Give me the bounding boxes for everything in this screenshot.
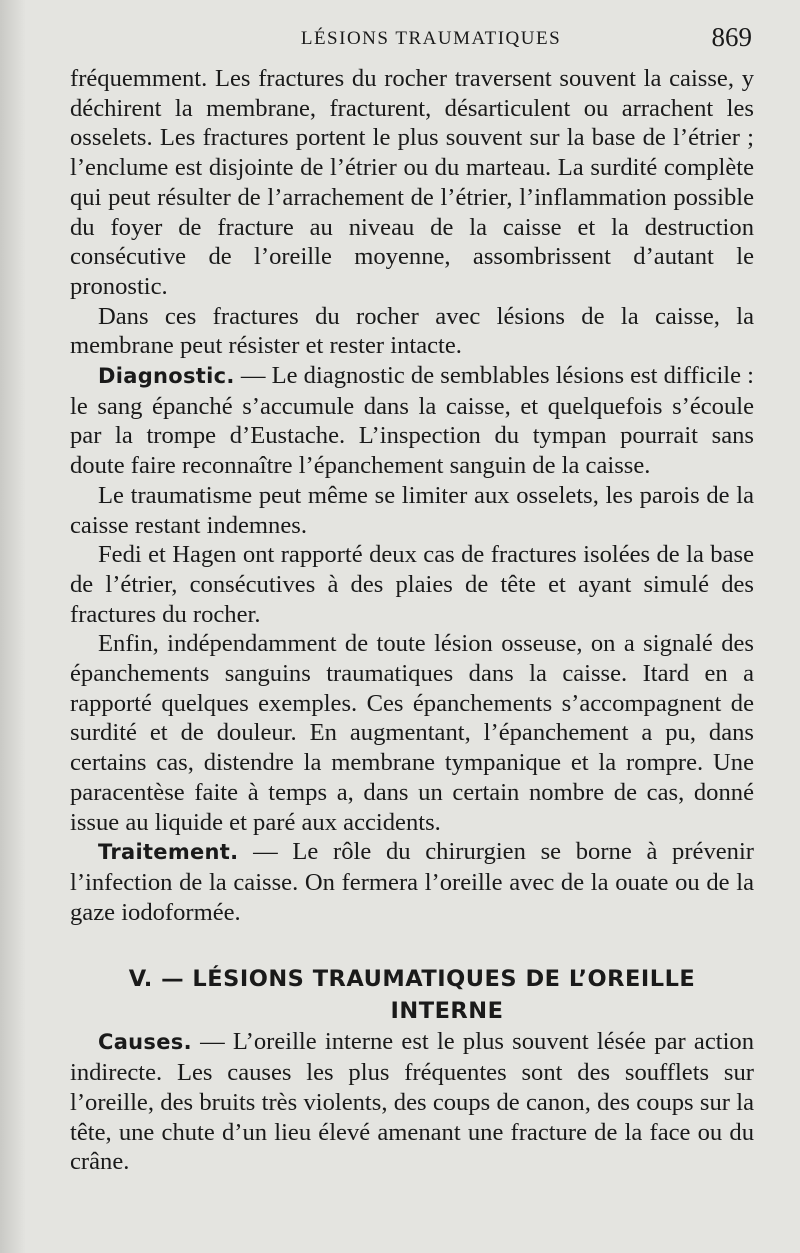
paragraph: Dans ces fractures du rocher avec lésions de la caisse, la membrane peut résister et rester intacte. (70, 302, 754, 360)
paragraph: Enfin, indépendamment de toute lésion osseuse, on a signalé des épanchements sanguins traumatiques dans la caisse. Itard en a rapporté quelques exemples. Ces épanchements s’accompagnent de surdité et de douleur. En augmentant, l’épanchement a pu, dans certains cas, distendre la membrane tympanique et la rompre. Une paracentèse faite à temps a, dans un certain nombre de cas, donné issue au liquide et paré aux accidents. (70, 630, 754, 836)
paragraph-continuation: fréquemment. Les fractures du rocher traversent souvent la caisse, y déchirent la membrane, fracturent, désarticulent ou arrachent les osselets. Les fractures portent le plus souvent sur la base de l’étrier ; l’enclume est disjointe de l’étrier ou du marteau. La surdité complète qui peut résulter de l’arrachement de l’étrier, l’inflammation possible du foyer de fracture au niveau de la caisse et la destruction consécutive de l’oreille moyenne, assombrissent d’autant le pronostic. (70, 65, 754, 300)
paragraph-traitement: Traitement. — Le rôle du chirurgien se borne à prévenir l’infection de la caisse. On fermera l’oreille avec de la ouate ou de la gaze iodoformée. (70, 838, 754, 926)
page-header (70, 22, 752, 54)
section-heading-line1: V. — LÉSIONS TRAUMATIQUES DE L’OREILLE (128, 966, 696, 993)
page-number: 869 (711, 22, 752, 52)
running-head: LÉSIONS TRAUMATIQUES (300, 28, 562, 49)
paragraph-diagnostic: Diagnostic. — Le diagnostic de semblables lésions est difficile : le sang épanché s’accumule dans la caisse, et quelquefois s’écoule par la trompe d’Eustache. L’inspection du tympan pourrait sans doute faire reconnaître l’épanchement sanguin de la caisse. (70, 362, 755, 480)
body-text (70, 64, 754, 1177)
runin-heading-traitement: Traitement. (98, 840, 239, 865)
paragraph: Fedi et Hagen ont rapporté deux cas de fractures isolées de la base de l’étrier, consécutives à des plaies de tête et ayant simulé des fractures du rocher. (70, 541, 754, 628)
runin-heading-causes: Causes. (98, 1030, 192, 1055)
paragraph: Le traumatisme peut même se limiter aux osselets, les parois de la caisse restant indemnes. (70, 481, 754, 539)
paragraph-causes: Causes. — L’oreille interne est le plus souvent lésée par action indirecte. Les causes les plus fréquentes sont des soufflets sur l’oreille, des bruits très violents, des coups de canon, des coups sur la tête, une chute d’un lieu élevé amenant une fracture de la face ou du crâne. (70, 1028, 754, 1176)
section-heading-line2: INTERNE (390, 998, 504, 1025)
section-heading (70, 963, 754, 1027)
runin-heading-diagnostic: Diagnostic. (98, 364, 235, 389)
